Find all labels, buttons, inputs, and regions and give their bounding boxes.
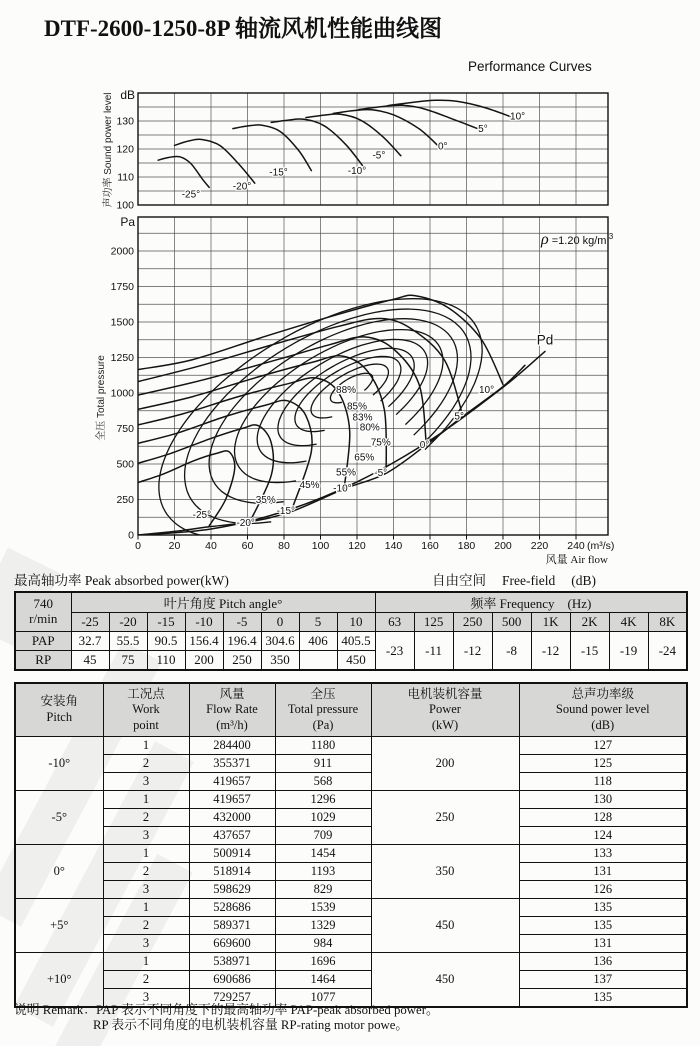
remark-line-2: RP 表示不同角度的电机装机容量 RP-rating motor powe。 [93,1018,409,1032]
sound-chart-yticks [116,116,134,212]
table-row [15,755,687,773]
octave-level-cell: -23 [375,632,414,671]
rp-value-cell: 200 [185,651,223,671]
svg-text:0: 0 [135,540,141,552]
pap-value-cell: 405.5 [337,632,375,651]
work-point-cell: 2 [103,809,189,827]
table-row [15,827,687,845]
svg-text:220: 220 [530,540,549,552]
flow-rate-cell: 419657 [189,791,275,809]
pitch-angle-cell: -10 [185,613,223,632]
work-point-cell: 1 [103,845,189,863]
svg-text:0°: 0° [437,141,448,153]
svg-text:110: 110 [117,171,134,184]
pressure-chart-grid [138,217,608,535]
sound-power-level-cell: 131 [519,935,687,953]
svg-text:-25°: -25° [192,509,212,521]
pap-value-cell: 156.4 [185,632,223,651]
sound-curve--25° [158,156,209,187]
total-pressure-cell: 911 [275,755,371,773]
svg-text:130: 130 [116,115,134,128]
power-cell: 250 [371,791,519,845]
pitch-angle-cell: 5 [299,613,337,632]
svg-text:-10°: -10° [333,483,352,495]
flow-axis-ticks [135,535,614,552]
frequency-cell: 250 [453,613,492,632]
rp-value-cell [299,651,337,671]
pitch-angle-cell: -5 [223,613,261,632]
sound-power-level-cell: 130 [519,791,687,809]
perf-header-cell: 总声功率级 Sound power level (dB) [519,683,687,737]
power-cell: 450 [371,899,519,953]
table-row [15,773,687,791]
power-cell: 200 [371,737,519,791]
svg-text:Pa: Pa [120,215,135,229]
total-pressure-cell: 1696 [275,953,371,971]
frequency-cell: 1K [531,613,570,632]
pap-label: PAP [15,632,71,651]
rp-value-cell: 75 [109,651,147,671]
octave-level-cell: -8 [492,632,531,671]
pitch-angle-cell: 0 [261,613,299,632]
pitch-cell: 0° [15,845,103,899]
perf-header-cell: 电机装机容量 Power (kW) [371,683,519,737]
work-point-cell: 3 [103,881,189,899]
pitch-angle-cell: -15 [147,613,185,632]
svg-text:dB: dB [120,88,135,102]
rp-value-cell: 110 [147,651,185,671]
total-pressure-cell: 1077 [275,989,371,1008]
performance-data-table [14,682,688,1008]
pressure-chart-yticks [111,246,135,542]
svg-text:-25°: -25° [181,189,201,201]
sound-curve--10° [271,119,364,168]
performance-curves-subtitle: Performance Curves [468,59,592,74]
pitch-angle-cell: -25 [71,613,109,632]
octave-level-cell: -24 [648,632,687,671]
pitch-cell: +10° [15,953,103,1008]
sound-power-level-cell: 135 [519,989,687,1008]
pressure-flow-chart [103,214,615,566]
pitch-cell: +5° [15,899,103,953]
work-point-cell: 1 [103,791,189,809]
rp-value-cell: 45 [71,651,109,671]
total-pressure-axis-label: 全压 Total pressure [96,355,107,441]
flow-rate-cell: 729257 [189,989,275,1008]
peak-power-caption: 最高轴功率 Peak absorbed power(kW) [14,573,229,588]
sound-power-level-cell: 137 [519,971,687,989]
table-row [15,899,687,917]
octave-level-cell: -12 [531,632,570,671]
pap-value-cell: 304.6 [261,632,299,651]
total-pressure-cell: 709 [275,827,371,845]
work-point-cell: 3 [103,827,189,845]
svg-text:1000: 1000 [110,387,134,400]
flow-rate-cell: 284400 [189,737,275,755]
total-pressure-cell: 1464 [275,971,371,989]
svg-text:500: 500 [116,458,134,471]
work-point-cell: 1 [103,737,189,755]
table-row [15,863,687,881]
flow-rate-cell: 598629 [189,881,275,899]
total-pressure-cell: 829 [275,881,371,899]
svg-text:10°: 10° [510,111,526,123]
power-cell: 350 [371,845,519,899]
frequency-cell: 125 [414,613,453,632]
sound-power-level-cell: 133 [519,845,687,863]
table-row [15,971,687,989]
svg-text:160: 160 [421,540,439,552]
svg-text:35%: 35% [255,495,276,507]
frequency-cell: 8K [648,613,687,632]
svg-text:240: 240 [567,540,585,552]
total-pressure-cell: 984 [275,935,371,953]
svg-text:83%: 83% [352,412,373,424]
work-point-cell: 3 [103,773,189,791]
work-point-cell: 2 [103,755,189,773]
pap-value-cell: 55.5 [109,632,147,651]
pap-value-cell: 196.4 [223,632,261,651]
frequency-cell: 63 [375,613,414,632]
rp-value-cell: 350 [261,651,299,671]
svg-text:250: 250 [116,494,134,506]
air-density-annotation: ρ =1.20 kg/m $^3$ [541,231,614,248]
total-pressure-cell: 1029 [275,809,371,827]
svg-text:1750: 1750 [110,281,134,293]
svg-text:5°: 5° [478,124,488,136]
svg-text:140: 140 [384,540,403,552]
power-cell: 450 [371,953,519,1008]
free-field-en: Free-field [502,573,556,588]
pd-label: Pd [536,332,554,348]
total-pressure-cell: 568 [275,773,371,791]
svg-text:88%: 88% [336,385,357,396]
sound-curve-labels [182,111,525,200]
table-row [15,881,687,899]
table-row [15,953,687,971]
pap-value-cell: 90.5 [147,632,185,651]
work-point-cell: 2 [103,917,189,935]
sound-power-level-cell: 128 [519,809,687,827]
rp-value-cell: 250 [223,651,261,671]
flow-rate-cell: 432000 [189,809,275,827]
remark-block [14,1003,439,1033]
sound-power-level-cell: 125 [519,755,687,773]
total-pressure-cell: 1296 [275,791,371,809]
svg-text:-15°: -15° [269,167,288,179]
work-point-cell: 1 [103,899,189,917]
svg-text:80%: 80% [359,422,380,434]
frequency-header: 频率 Frequency (Hz) [375,592,687,613]
rpm-cell: 740 r/min [15,592,71,632]
svg-text:1250: 1250 [110,352,134,364]
svg-text:20: 20 [168,540,181,552]
flow-rate-cell: 538971 [189,953,275,971]
svg-text:75%: 75% [370,437,391,449]
flow-unit-label: (m³/s) [587,540,615,552]
sound-power-level-cell: 127 [519,737,687,755]
svg-text:-15°: -15° [276,505,296,517]
pitch-angle-cell: -20 [109,613,147,632]
sound-power-level-cell: 135 [519,899,687,917]
flow-rate-cell: 589371 [189,917,275,935]
sound-power-level-cell: 124 [519,827,687,845]
pap-value-cell: 406 [299,632,337,651]
free-field-cn: 自由空间 [432,573,486,588]
perf-header-cell: 风量 Flow Rate (m³/h) [189,683,275,737]
svg-text:45%: 45% [299,480,320,492]
svg-text:100: 100 [116,199,134,212]
flow-rate-cell: 528686 [189,899,275,917]
pitch-angle-cell: 10 [337,613,375,632]
pitch-angle-header: 叶片角度 Pitch angle° [71,592,375,613]
work-point-cell: 3 [103,989,189,1008]
sound-curve-10° [388,100,510,116]
svg-text:40: 40 [205,540,217,552]
octave-level-cell: -12 [453,632,492,671]
svg-text:0: 0 [128,529,134,542]
sound-curve-5° [359,105,478,128]
page-title: DTF-2600-1250-8P 轴流风机性能曲线图 [44,16,443,41]
sound-power-level-cell: 126 [519,881,687,899]
svg-text:100: 100 [311,540,330,552]
flow-rate-cell: 437657 [189,827,275,845]
work-point-cell: 3 [103,935,189,953]
svg-text:55%: 55% [336,467,357,479]
svg-text:0°: 0° [419,440,430,452]
efficiency-contour-65% [235,330,443,483]
frequency-cell: 4K [609,613,648,632]
perf-header-cell: 全压 Total pressure (Pa) [275,683,371,737]
octave-level-cell: -15 [570,632,609,671]
svg-text:10°: 10° [479,385,495,396]
pitch-cell: -10° [15,737,103,791]
svg-text:180: 180 [457,540,476,552]
svg-text:750: 750 [116,423,134,435]
rp-value-cell: 450 [337,651,375,671]
svg-text:80: 80 [278,540,290,552]
flow-rate-cell: 355371 [189,755,275,773]
table-row [15,845,687,863]
work-point-cell: 1 [103,953,189,971]
remark-line-1: 说明 Remark：PAP 表示不同角度下的最高轴功率 PAP-peak absorbed power。 [14,1003,439,1017]
flow-rate-cell: 518914 [189,863,275,881]
svg-text:60: 60 [241,540,254,552]
perf-header-cell: 工况点 Work point [103,683,189,737]
octave-level-cell: -19 [609,632,648,671]
flow-rate-cell: 500914 [189,845,275,863]
perf-header-cell: 安装角 Pitch [15,683,103,737]
peak-power-frequency-table [14,591,688,671]
sound-power-level-cell: 135 [519,917,687,935]
svg-text:-10°: -10° [347,166,367,178]
table-row [15,737,687,755]
frequency-cell: 2K [570,613,609,632]
total-pressure-cell: 1193 [275,863,371,881]
svg-text:120: 120 [116,143,134,156]
svg-text:-20°: -20° [232,181,252,193]
svg-text:-5°: -5° [372,150,386,162]
sound-power-level-cell: 131 [519,863,687,881]
table-row [15,917,687,935]
pitch-cell: -5° [15,791,103,845]
pap-value-cell: 32.7 [71,632,109,651]
sound-curve--15° [233,125,312,171]
svg-text:1500: 1500 [110,316,134,329]
flow-axis-label: 风量 Air flow [545,554,608,566]
frequency-cell: 500 [492,613,531,632]
work-point-cell: 2 [103,863,189,881]
sound-power-level-cell: 118 [519,773,687,791]
flow-rate-cell: 690686 [189,971,275,989]
table-row [15,791,687,809]
pressure-curves [138,295,545,538]
svg-text:2000: 2000 [110,245,134,258]
work-point-cell: 2 [103,971,189,989]
svg-text:-20°: -20° [236,518,255,530]
svg-text:200: 200 [494,540,512,552]
svg-text:85%: 85% [346,401,368,413]
svg-text:65%: 65% [354,452,375,464]
free-field-caption [432,569,612,589]
flow-rate-cell: 419657 [189,773,275,791]
total-pressure-cell: 1454 [275,845,371,863]
table-row [15,935,687,953]
svg-text:5°: 5° [454,411,464,423]
sound-power-axis-label: 声功率 Sound power level [103,92,114,208]
sound-power-chart [103,90,608,214]
free-field-unit: (dB) [571,573,596,588]
svg-text:120: 120 [348,540,366,552]
sound-power-level-cell: 136 [519,953,687,971]
svg-text:-5°: -5° [374,468,388,480]
total-pressure-cell: 1329 [275,917,371,935]
sound-curve--20° [175,139,255,183]
total-pressure-cell: 1539 [275,899,371,917]
flow-rate-cell: 669600 [189,935,275,953]
rp-label: RP [15,651,71,671]
pressure-curve--20° [138,425,273,523]
table-row [15,809,687,827]
total-pressure-cell: 1180 [275,737,371,755]
octave-level-cell: -11 [414,632,453,671]
